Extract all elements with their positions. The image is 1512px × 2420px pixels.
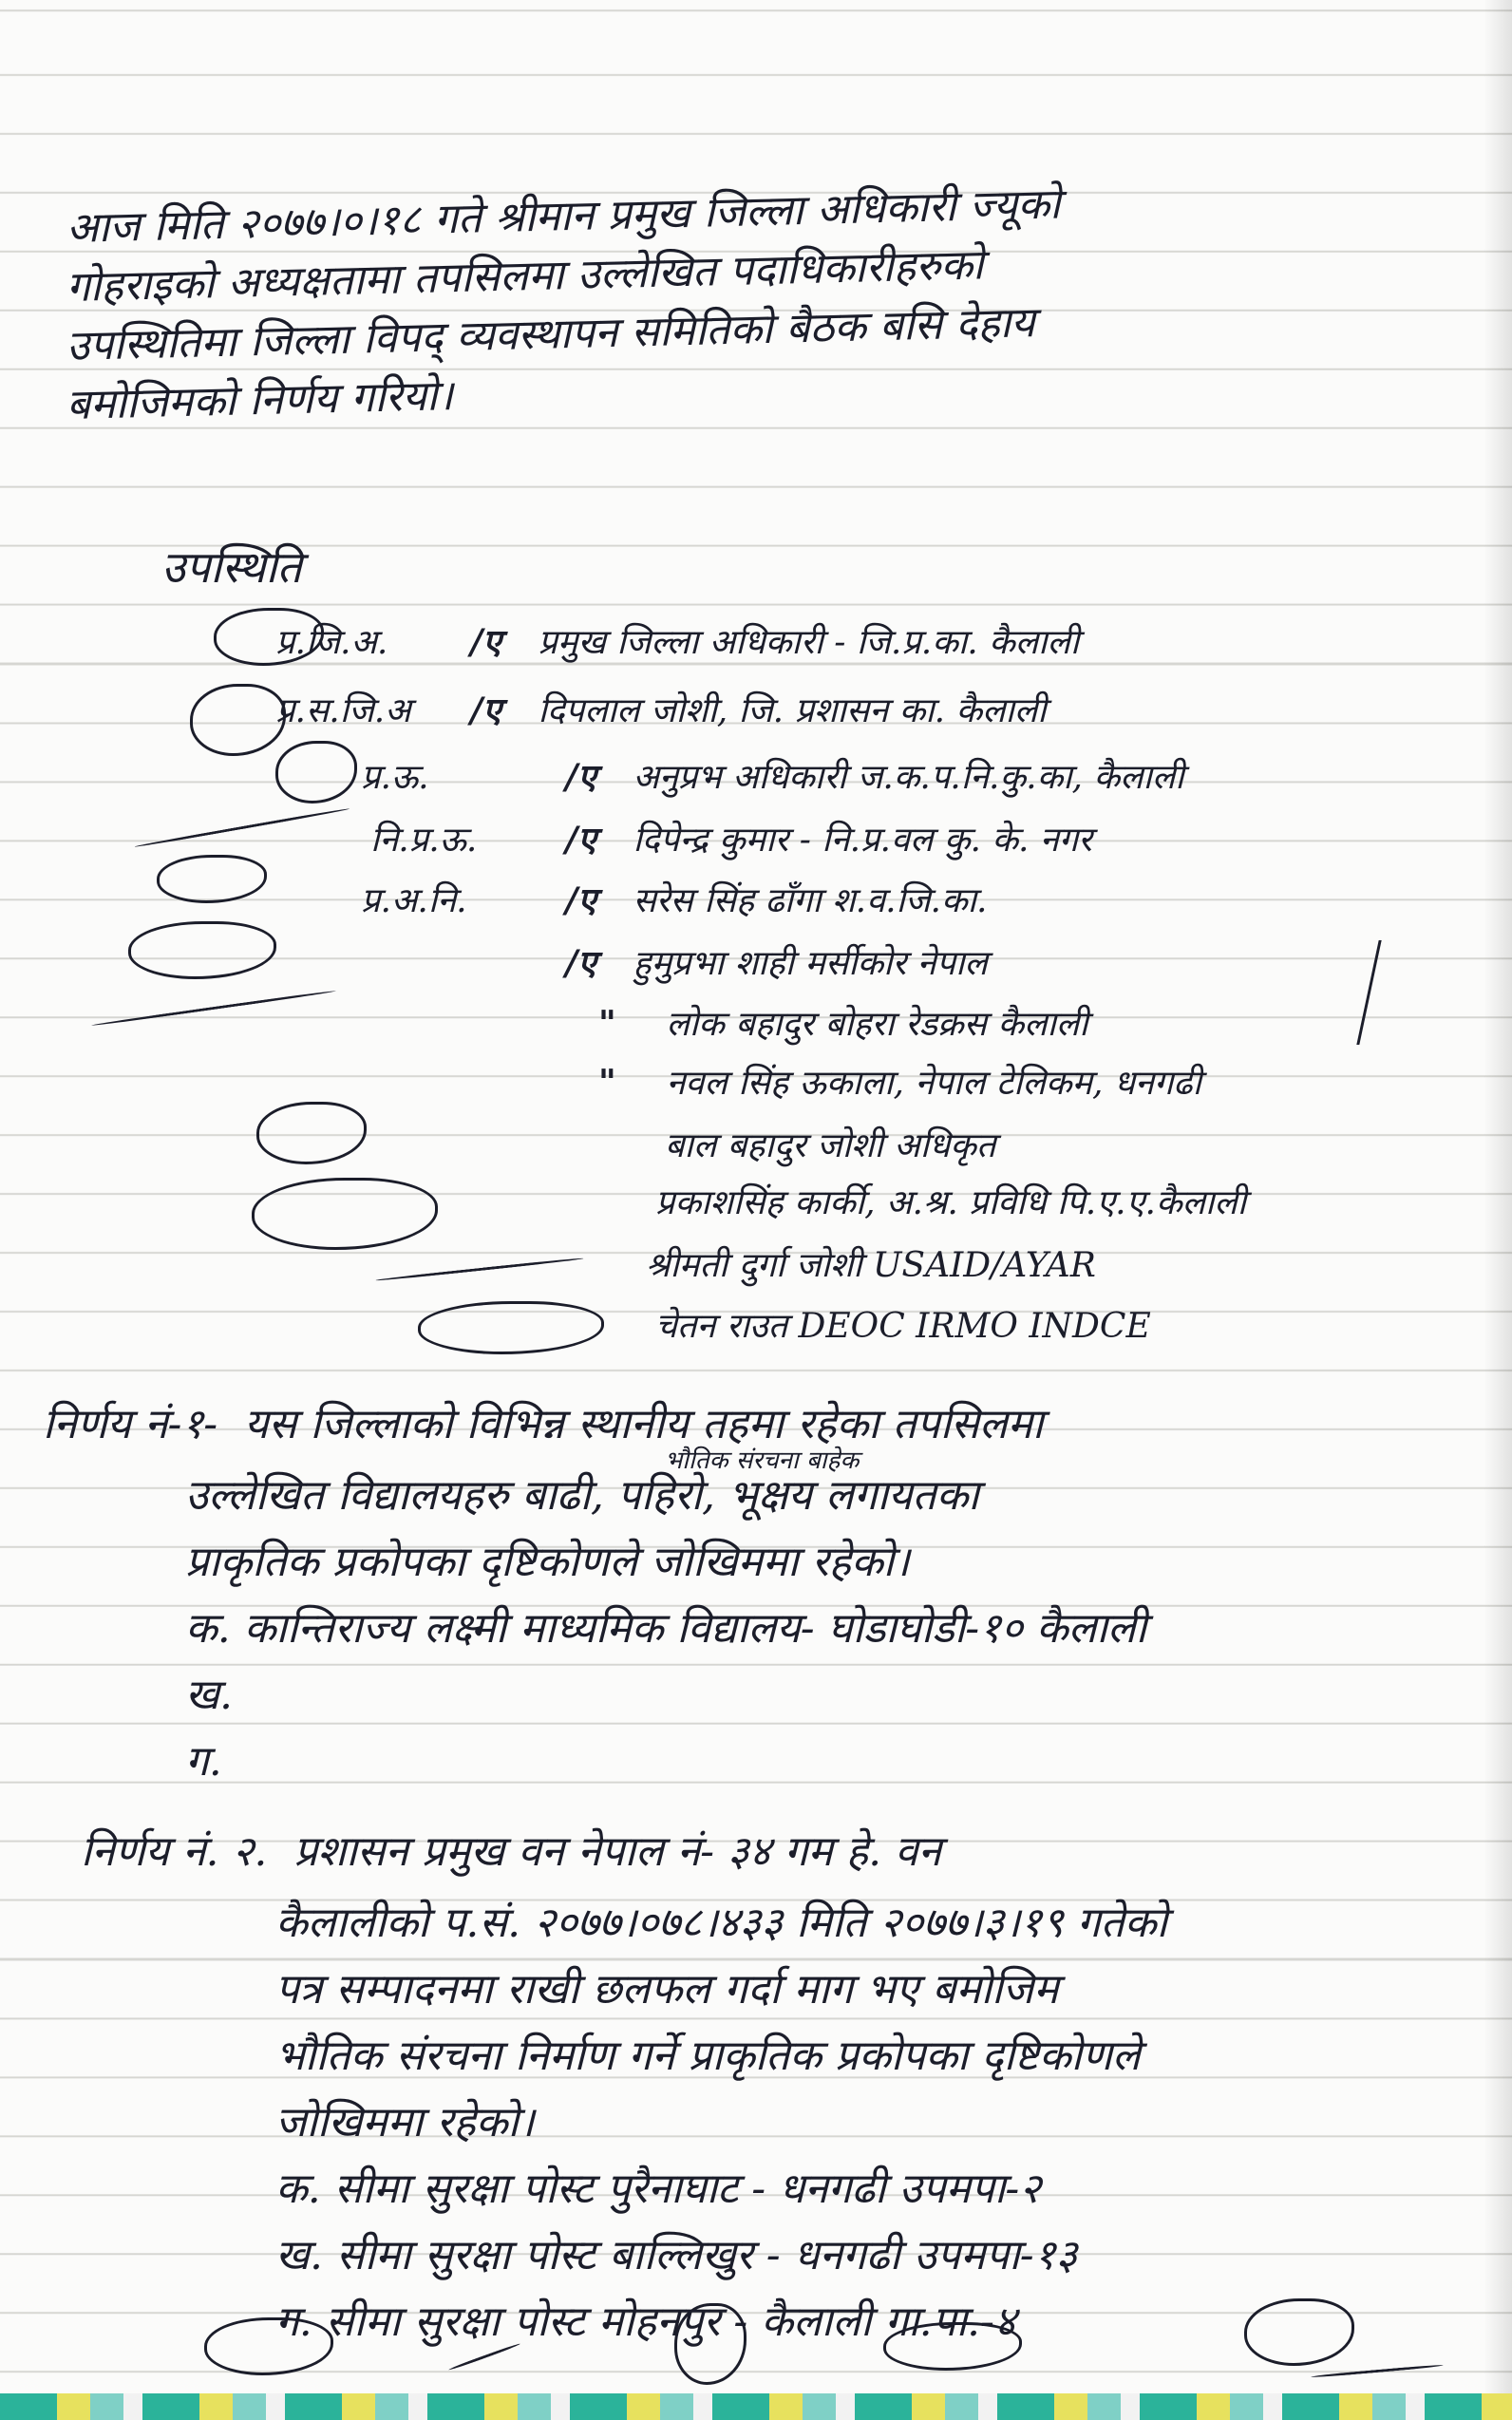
paragraph-line: बमोजिमको निर्णय गरियो। <box>66 371 454 429</box>
attendee-name: प्रकाशसिंह कार्की, अ.श्र. प्रविधि पि.ए.ए.कैलाली <box>655 1183 1247 1222</box>
handwritten-signature <box>252 1178 438 1250</box>
attendance-heading: उपस्थिति <box>161 541 302 593</box>
handwritten-signature <box>275 741 357 804</box>
signature-mark: /ए <box>565 757 597 797</box>
decision-text: जोखिममा रहेको। <box>275 2098 535 2146</box>
attendance-row <box>655 1178 1246 1224</box>
decision-text: ग. <box>185 1737 222 1786</box>
attendee-name: नवल सिंह ऊकाला, नेपाल टेलिकम, धनगढी <box>666 1064 1201 1103</box>
signature-mark: /ए <box>565 943 597 983</box>
signature-mark: /ए <box>470 622 502 662</box>
handwritten-signature <box>674 2303 747 2385</box>
designation: प्र.ऊ. <box>361 758 429 797</box>
decision-text: उल्लेखित विद्यालयहरु बाढी, पहिरो, भूक्षय लगायतका <box>185 1471 979 1520</box>
attendee-name: लोक बहादुर बोहरा रेडक्रस कैलाली <box>666 1005 1088 1044</box>
decision-1-body <box>185 1463 1146 1795</box>
paragraph-line: आज मिति २०७७।०।१८ गते श्रीमान प्रमुख जिल्ला अधिकारी ज्यूको <box>66 180 1062 253</box>
attendee-name: हुमुप्रभा शाही मर्सीकोर नेपाल <box>633 944 988 983</box>
attendance-row <box>598 999 1088 1046</box>
attendance-row <box>598 1058 1201 1105</box>
handwritten-signature <box>256 1102 367 1164</box>
attendance-row <box>655 1301 1151 1348</box>
decision-1 <box>43 1391 1043 1458</box>
attendance-row <box>565 938 988 985</box>
attendance-row <box>646 1240 1096 1287</box>
handwritten-signature <box>418 1301 604 1354</box>
attendance-row <box>275 686 1047 732</box>
handwritten-signature <box>1244 2298 1354 2366</box>
decision-text: क. सीमा सुरक्षा पोस्ट पुरैनाघाट - धनगढी उपमपा-२ <box>275 2165 1042 2213</box>
decision-text: प्रशासन प्रमुख वन नेपाल नं- ३४ गम हे. वन <box>293 1827 942 1876</box>
attendance-row <box>275 617 1079 664</box>
page-edge-shadow <box>1484 0 1512 2420</box>
decision-text: भौतिक संरचना निर्माण गर्ने प्राकृतिक प्रकोपका दृष्टिकोणले <box>275 2032 1141 2080</box>
attendee-name: चेतन राउत DEOC IRMO INDCE <box>655 1307 1151 1346</box>
decision-2 <box>81 1819 941 1885</box>
attendee-name: दिपेन्द्र कुमार - नि.प्र.वल कु. के. नगर <box>633 821 1092 860</box>
signature-mark: " <box>598 1004 616 1044</box>
handwritten-signature <box>375 1257 583 1282</box>
attendee-name: अनुप्रभ अधिकारी ज.क.प.नि.कु.का, कैलाली <box>633 758 1184 797</box>
designation: प्र.अ.नि. <box>361 881 467 920</box>
decision-label: निर्णय नं. २. <box>81 1827 268 1876</box>
decision-text: ख. सीमा सुरक्षा पोस्ट बाल्लिखुर - धनगढी उपमपा-१३ <box>275 2231 1078 2279</box>
decision-text: ग. सीमा सुरक्षा पोस्ट मोहनपुर - कैलाली गा.पा.-४ <box>275 2297 1016 2346</box>
attendee-name: दिपलाल जोशी, जि. प्रशासन का. कैलाली <box>538 691 1047 730</box>
handwritten-signature <box>91 990 336 1027</box>
attendance-row <box>665 1121 995 1167</box>
bracket-check-mark <box>1299 940 1381 1045</box>
signature-mark: " <box>598 1063 616 1103</box>
handwritten-signature <box>204 2317 333 2375</box>
paragraph-line: गोहराइको अध्यक्षतामा तपसिलमा उल्लेखित पदाधिकारीहरुको <box>66 240 985 312</box>
decision-text: पत्र सम्पादनमा राखी छलफल गर्दा माग भए बमोजिम <box>275 1965 1059 2014</box>
bottom-page-strip <box>0 2393 1512 2420</box>
attendee-name: सरेस सिंह ढाँगा श.व.जि.का. <box>633 881 988 920</box>
designation: नि.प्र.ऊ. <box>370 821 478 860</box>
signature-mark: /ए <box>565 880 597 920</box>
attendance-row <box>361 876 987 922</box>
handwritten-signature <box>157 855 267 903</box>
decision-text: कैलालीको प.सं. २०७७।०७८।४३३ मिति २०७७।३।१९ गतेको <box>275 1899 1167 1947</box>
attendance-row <box>370 815 1092 861</box>
attendee-name: प्रमुख जिल्ला अधिकारी - जि.प्र.का. कैलाली <box>538 623 1080 662</box>
decision-text: यस जिल्लाको विभिन्न स्थानीय तहमा रहेका तपसिलमा <box>244 1400 1044 1448</box>
decision-text: प्राकृतिक प्रकोपका दृष्टिकोणले जोखिममा रहेको। <box>185 1538 910 1586</box>
handwritten-signature <box>190 684 286 756</box>
handwritten-signature <box>134 807 350 848</box>
opening-paragraph <box>66 180 1453 435</box>
handwritten-signature <box>883 2322 1022 2371</box>
signature-mark: /ए <box>565 820 597 860</box>
decision-text: ख. <box>185 1671 233 1719</box>
attendance-row <box>361 752 1184 799</box>
designation: प्र.स.जि.अ <box>275 691 411 730</box>
decision-label: निर्णय नं-१- <box>43 1400 218 1448</box>
decision-2-body <box>275 1890 1167 2355</box>
signature-mark: /ए <box>470 690 502 730</box>
designation: प्र.जि.अ. <box>275 623 388 662</box>
decision-text: क. कान्तिराज्य लक्ष्मी माध्यमिक विद्यालय- घोडाघोडी-१० कैलाली <box>185 1604 1147 1653</box>
handwritten-signature <box>128 921 276 979</box>
paragraph-line: उपस्थितिमा जिल्ला विपद् व्यवस्थापन समितिको बैठक बसि देहाय <box>66 298 1036 370</box>
attendee-name: श्रीमती दुर्गा जोशी USAID/AYAR <box>646 1246 1096 1285</box>
handwritten-signature <box>1311 2364 1444 2378</box>
decision-insert-note: भौतिक संरचना बाहेक <box>665 1446 860 1475</box>
attendee-name: बाल बहादुर जोशी अधिकृत <box>665 1126 996 1165</box>
